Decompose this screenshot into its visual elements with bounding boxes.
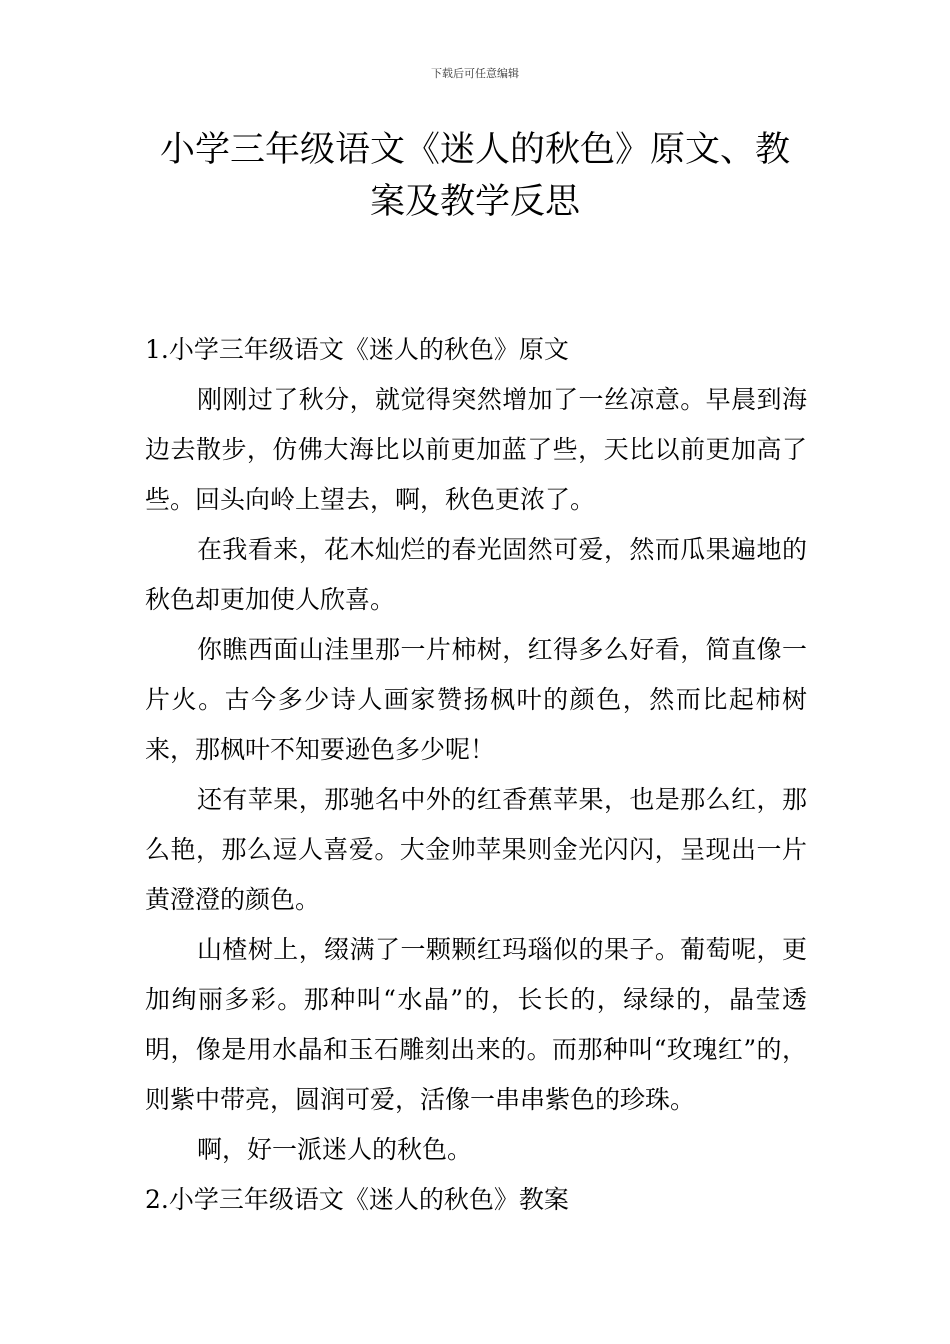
paragraph: 刚刚过了秋分，就觉得突然增加了一丝凉意。早晨到海边去散步，仿佛大海比以前更加蓝了些，天比以前更加高了些。回头向岭上望去，啊，秋色更浓了。 (145, 385, 807, 514)
paragraph: 啊，好一派迷人的秋色。 (197, 1135, 473, 1164)
section-heading-original-text: 1.小学三年级语文《迷人的秋色》原文 (145, 335, 569, 364)
paragraph: 山楂树上，缀满了一颗颗红玛瑙似的果子。葡萄呢，更加绚丽多彩。那种叫“水晶”的，长长的，绿绿的，晶莹透明，像是用水晶和玉石雕刻出来的。而那种叫“玫瑰红”的，则紫中带亮，圆润可爱，活像一串串紫色的珍珠。 (145, 935, 807, 1114)
section-heading-lesson-plan: 2.小学三年级语文《迷人的秋色》教案 (145, 1185, 569, 1214)
paragraph: 还有苹果，那驰名中外的红香蕉苹果，也是那么红，那么艳，那么逗人喜爱。大金帅苹果则金光闪闪，呈现出一片黄澄澄的颜色。 (145, 785, 807, 914)
paragraph: 在我看来，花木灿烂的春光固然可爱，然而瓜果遍地的秋色却更加使人欣喜。 (145, 535, 807, 614)
header-watermark: 下载后可任意编辑 (431, 67, 519, 80)
paragraph: 你瞧西面山洼里那一片柿树，红得多么好看，简直像一片火。古今多少诗人画家赞扬枫叶的颜色，然而比起柿树来，那枫叶不知要逊色多少呢！ (145, 635, 807, 764)
document-title: 小学三年级语文《迷人的秋色》原文、教案及教学反思 (159, 130, 790, 222)
document-body (145, 325, 807, 1225)
